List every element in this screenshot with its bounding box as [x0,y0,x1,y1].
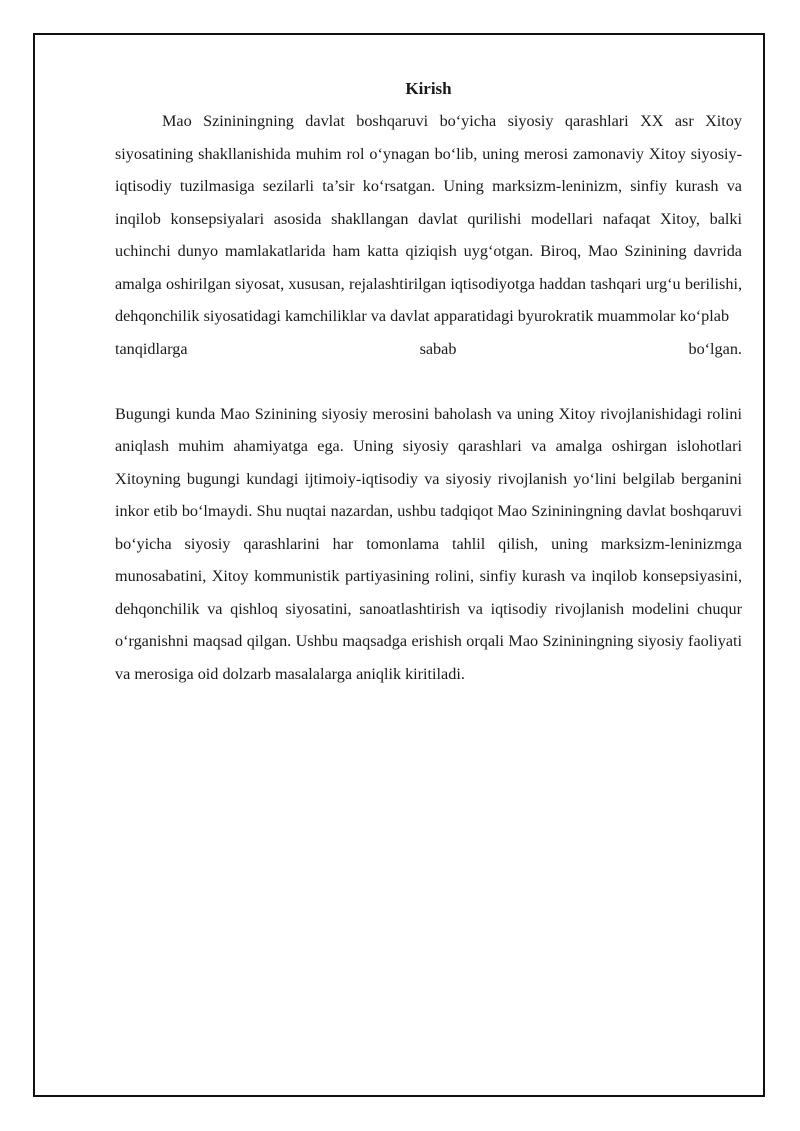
last-line-word: sabab [419,339,457,358]
last-line-word: bo‘lgan. [688,339,742,358]
paragraph-intro: Mao Szininingning davlat boshqaruvi bo‘yicha siyosiy qarashlari XX asr Xitoy siyosatining shakllanishida muhim rol o‘ynagan bo‘lib, uning merosi zamonaviy Xitoy siyosiy-iqtisodiy tuzilmasiga sezilarli ta’sir ko‘rsatgan. Uning marksizm-leninizm, sinfiy kurash va inqilob konsepsiyalari asosida shakllangan davlat qurilishi modellari nafaqat Xitoy, balki uchinchi dunyo mamlakatlarida ham katta qiziqish uyg‘otgan. Biroq, Mao Szinining davrida amalga oshirilgan siyosat, xususan, rejalashtirilgan iqtisodiyotga haddan tashqari urg‘u berilishi, dehqonchilik siyosatidagi kamchiliklar va davlat apparatidagi byurokratik muammolar ko‘plab [115,112,742,325]
paragraph-spacer [115,365,742,398]
last-line-word: tanqidlarga [115,339,188,358]
paragraph-main: Bugungi kunda Mao Szinining siyosiy merosini baholash va uning Xitoy rivojlanishidagi rolini aniqlash muhim ahamiyatga ega. Uning siyosiy qarashlari va amalga oshirgan islohotlari Xitoyning bugungi kundagi ijtimoiy-iqtisodiy va siyosiy rivojlanish yo‘lini belgilab berganini inkor etib bo‘lmaydi. Shu nuqtai nazardan, ushbu tadqiqot Mao Szininingning davlat boshqaruvi bo‘yicha siyosiy qarashlarini har tomonlama tahlil qilish, uning marksizm-leninizmga munosabatini, Xitoy kommunistik partiyasining rolini, sinfiy kurash va inqilob konsepsiyasini, dehqonchilik va qishloq siyosatini, sanoatlashtirish va iqtisodiy rivojlanish modelini chuqur o‘rganishni maqsad qilgan. Ushbu maqsadga erishish orqali Mao Szininingning siyosiy faoliyati va merosiga oid dolzarb masalalarga aniqlik kiritiladi. [115,404,742,683]
document-body [115,76,742,690]
paragraph-intro-last-line [115,333,742,366]
document-title: Kirish [405,79,452,98]
